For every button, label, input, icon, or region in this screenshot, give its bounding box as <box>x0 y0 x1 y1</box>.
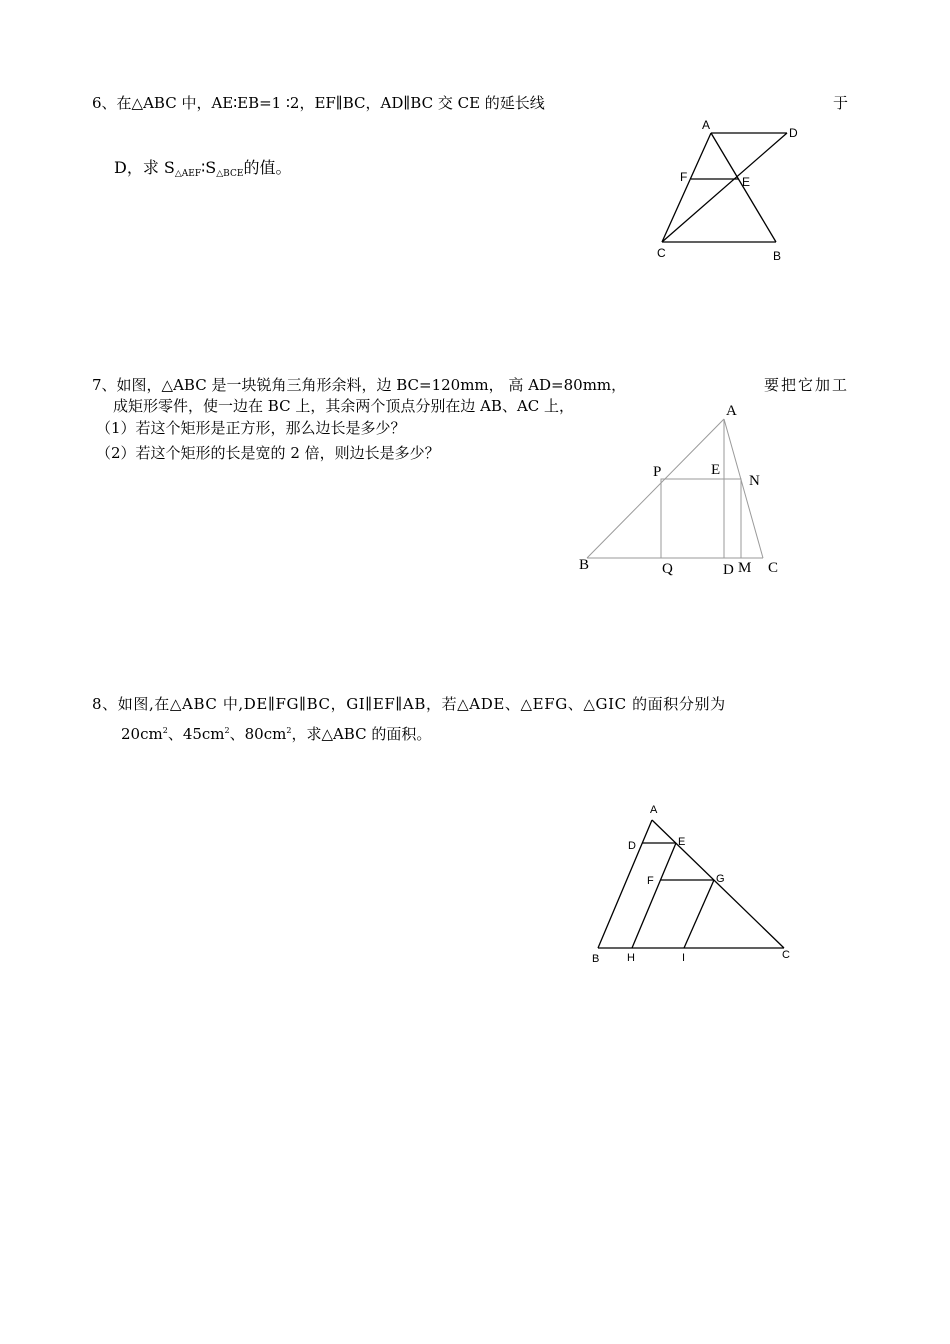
q7-label-q: Q <box>662 561 673 577</box>
q7-line2: 成矩形零件，使一边在 BC 上，其余两个顶点分别在边 AB、AC 上， <box>113 397 575 415</box>
q8-label-a: A <box>650 804 658 816</box>
q7-label-c: C <box>768 560 779 576</box>
q8-line1: 8、如图,在△ABC 中,DE∥FG∥BC，GI∥EF∥AB，若△ADE、△EFG、△GIC 的面积分别为 <box>92 695 726 713</box>
q6-label-c: C <box>657 246 666 260</box>
q6-line1: 6、在△ABC 中，AE∶EB=1 ∶2，EF∥BC，AD∥BC 交 CE 的延长线 <box>92 94 545 112</box>
q6-label-a: A <box>702 118 711 132</box>
q8-label-d: D <box>628 840 636 852</box>
q8-sup-3: 2 <box>286 726 292 735</box>
q6-sub-bce: △BCE <box>216 169 244 179</box>
q7-label-n: N <box>749 473 760 489</box>
q6-line2-prefix: D，求 S <box>114 158 175 177</box>
q8-label-b: B <box>592 953 600 965</box>
q6-line2-suffix: 的值。 <box>243 158 292 177</box>
q8-label-g: G <box>716 873 725 885</box>
q6-ratio: ∶S <box>201 158 217 177</box>
q7-line1: 7、如图，△ABC 是一块锐角三角形余料，边 BC=120mm， 高 AD=80mm， <box>92 376 627 394</box>
q8-label-i: I <box>682 952 686 964</box>
q7-line1-tail: 要把它加工 <box>764 376 850 394</box>
q8-question: ，求△ABC 的面积。 <box>291 725 432 743</box>
q7-label-p: P <box>653 464 662 480</box>
q8-sup-1: 2 <box>162 726 168 735</box>
q6-sub-aef: △AEF <box>174 169 202 179</box>
q6-label-f: F <box>680 170 688 184</box>
q8-label-f: F <box>647 875 654 887</box>
q7-line3: （1）若这个矩形是正方形，那么边长是多少？ <box>96 419 406 437</box>
q8-area-3: 、80cm <box>229 725 287 743</box>
q6-line1-tail: 于 <box>833 94 849 112</box>
q8-label-c: C <box>782 949 790 961</box>
q8-area-1: 20cm <box>121 725 163 743</box>
q6-label-d: D <box>789 126 798 140</box>
q7-label-b: B <box>579 557 590 573</box>
q6-label-e: E <box>742 175 751 189</box>
q7-label-m: M <box>738 560 752 576</box>
q8-label-e: E <box>678 836 686 848</box>
q7-label-e: E <box>711 462 721 478</box>
q7-label-a: A <box>726 403 737 419</box>
q7-label-d: D <box>723 562 734 578</box>
q8-label-h: H <box>627 952 635 964</box>
q7-line4: （2）若这个矩形的长是宽的 2 倍，则边长是多少？ <box>96 444 440 462</box>
q6-label-b: B <box>773 249 782 263</box>
q8-area-2: 、45cm <box>167 725 225 743</box>
q8-sup-2: 2 <box>224 726 230 735</box>
